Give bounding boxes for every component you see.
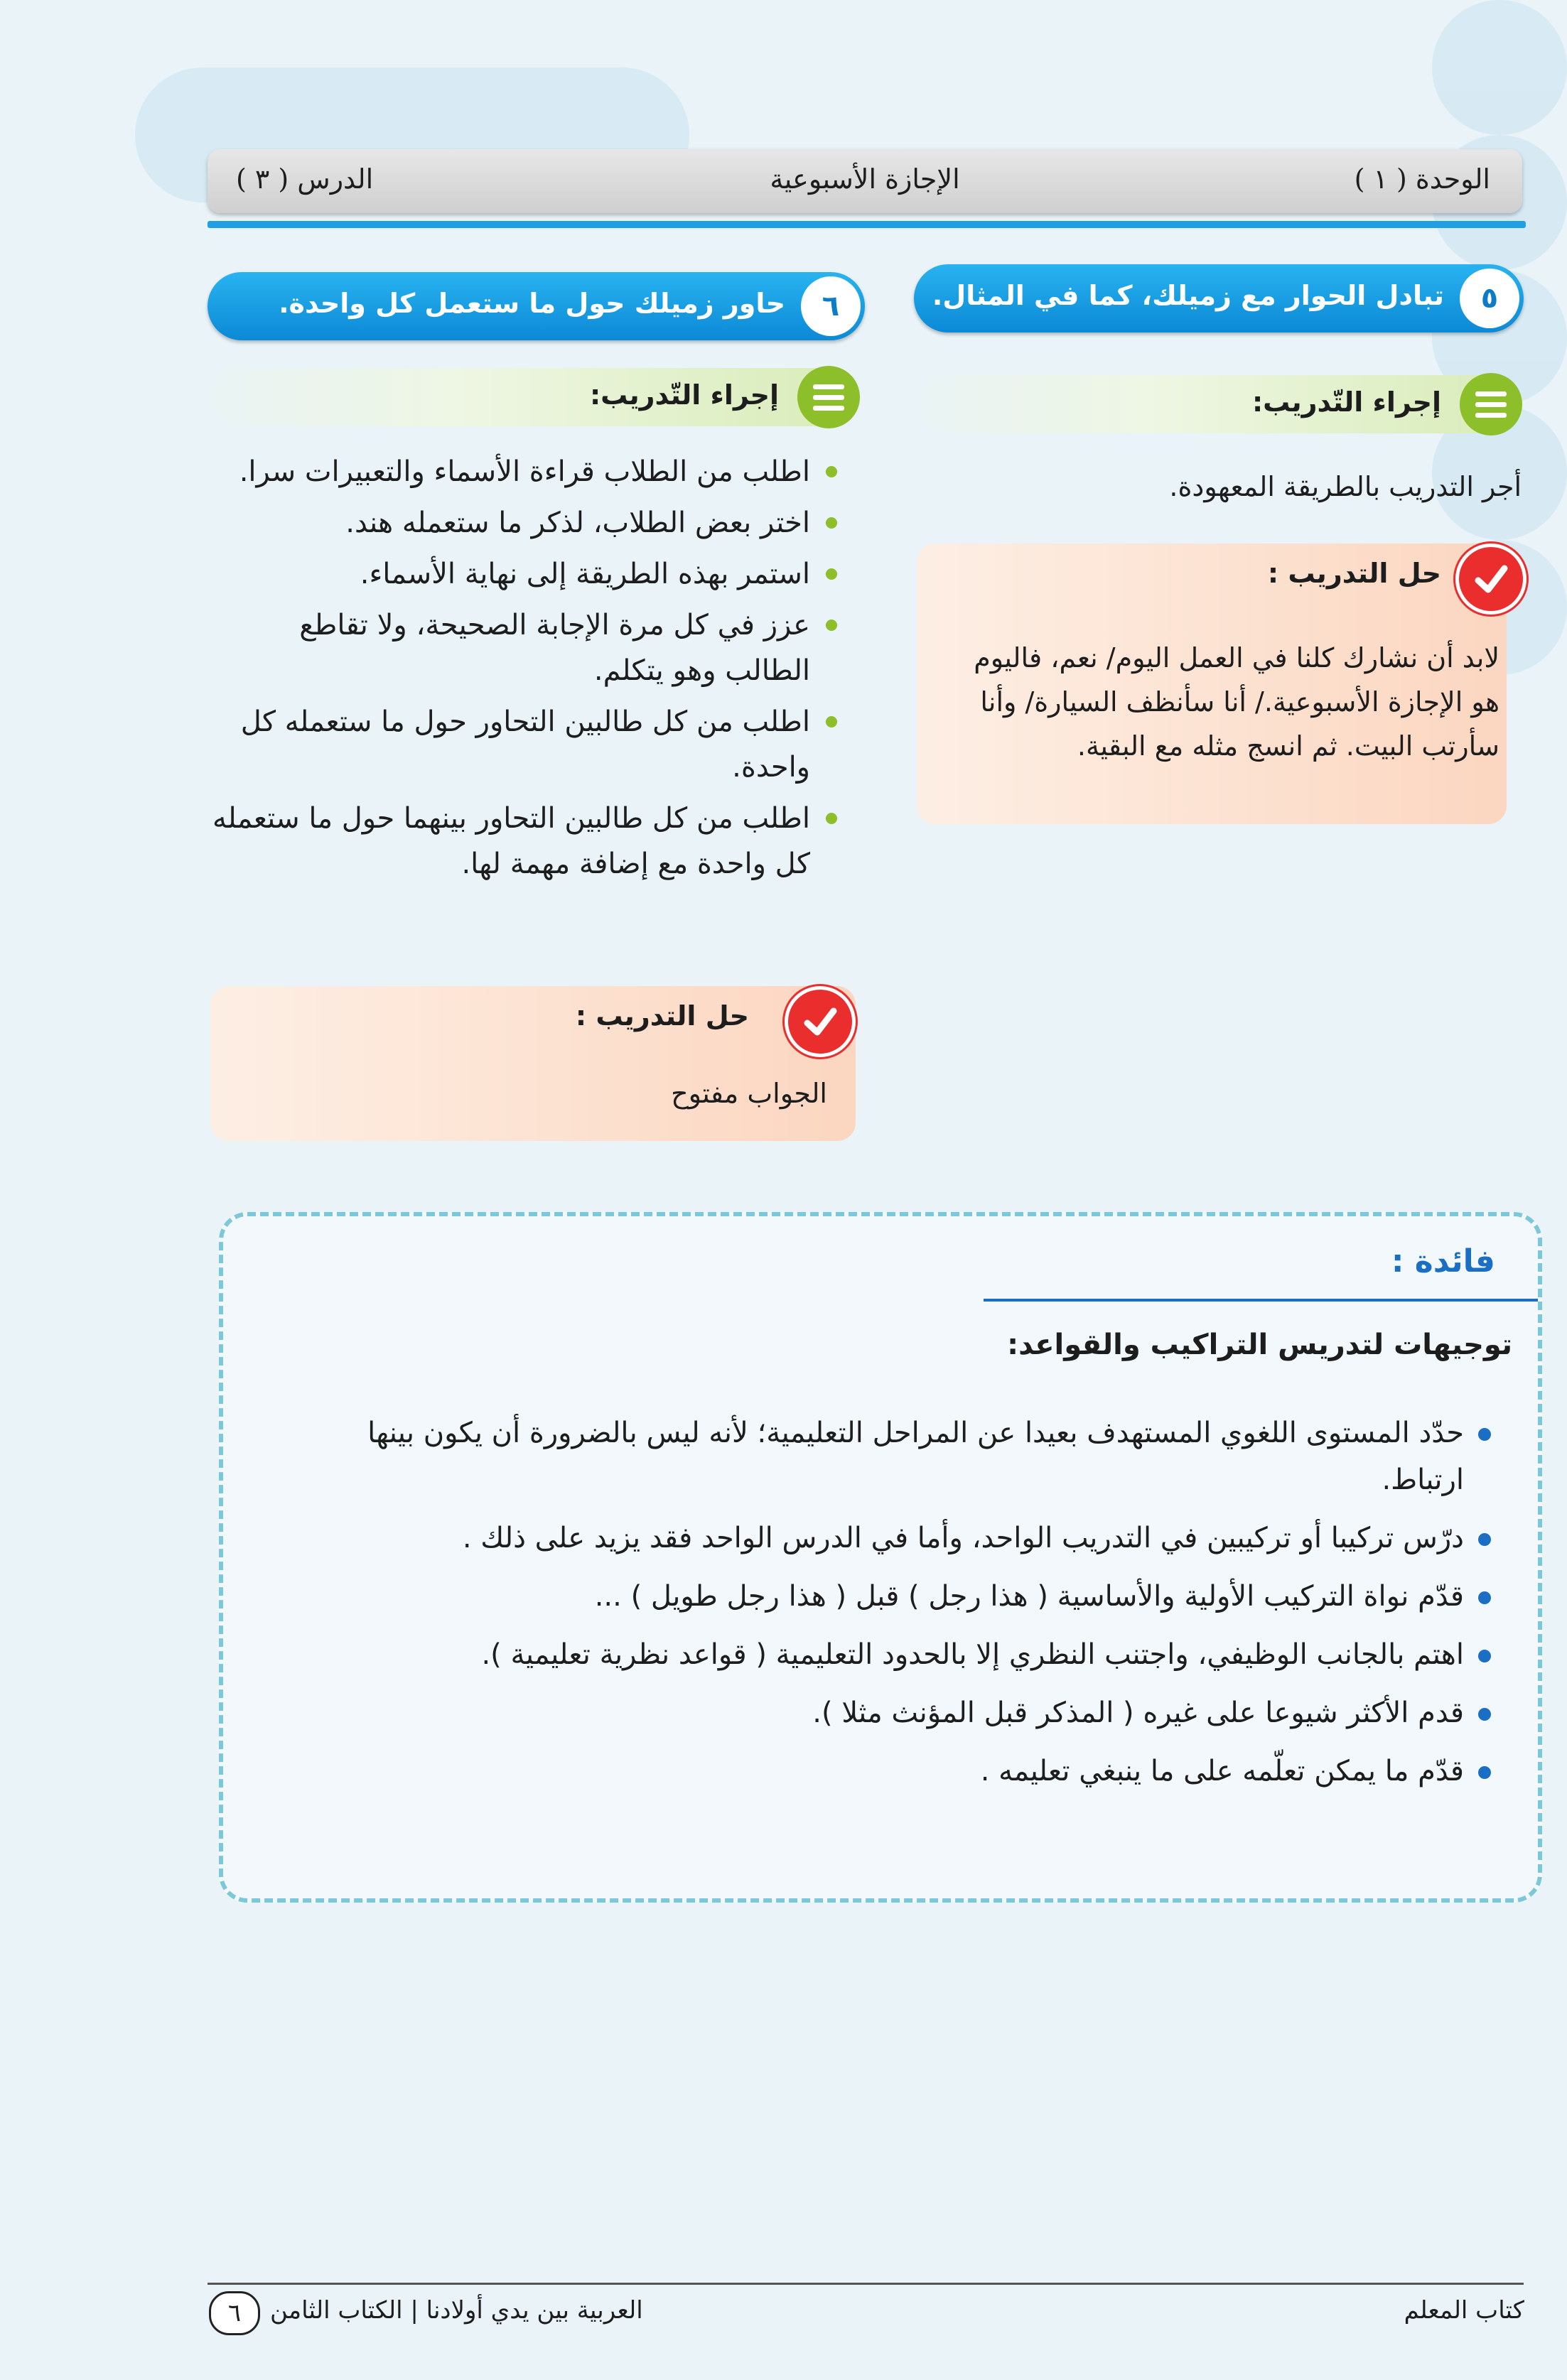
title-underline <box>984 1299 1538 1302</box>
exercise-number: ٥ <box>1460 269 1519 328</box>
list-item: اطلب من كل طالبين التحاور بينهما حول ما ستعمله كل واحدة مع إضافة مهمة لها. <box>210 796 841 887</box>
list-item: اطلب من الطلاب قراءة الأسماء والتعبيرات سرا. <box>210 449 841 494</box>
solution-text: لابد أن نشارك كلنا في العمل اليوم/ نعم، فاليوم هو الإجازة الأسبوعية./ أنا سأنظف السيارة/ وأنا سأرتب البيت. ثم انسج مثله مع البقية. <box>974 642 1499 762</box>
exercise-instruction: حاور زميلك حول ما ستعمل كل واحدة. <box>279 288 785 319</box>
exercise-6-pill <box>208 272 865 340</box>
list-icon <box>797 366 860 428</box>
solution-box <box>917 543 1507 824</box>
checkmark-icon <box>785 986 856 1057</box>
page-number: ٦ <box>209 2291 260 2335</box>
list-item: قدّم نواة التركيب الأولية والأساسية ( هذا رجل ) قبل ( هذا رجل طويل ) ... <box>358 1573 1495 1620</box>
exercise-instruction: تبادل الحوار مع زميلك، كما في المثال. <box>932 280 1444 311</box>
procedure-title: إجراء التّدريب: <box>1251 386 1441 418</box>
footer-book-label: كتاب المعلم <box>1404 2296 1524 2325</box>
exercise-5-pill <box>914 264 1524 332</box>
solution-box <box>210 986 856 1141</box>
lesson-title: الإجازة الأسبوعية <box>770 163 960 195</box>
benefit-box <box>219 1212 1542 1903</box>
list-item: استمر بهذه الطريقة إلى نهاية الأسماء. <box>210 551 841 597</box>
list-item: عزز في كل مرة الإجابة الصحيحة، ولا تقاطع الطالب وهو يتكلم. <box>210 602 841 693</box>
solution-title: حل التدريب : <box>1267 558 1441 589</box>
list-item: قدم الأكثر شيوعا على غيره ( المذكر قبل المؤنث مثلا ). <box>358 1689 1495 1736</box>
solution-title: حل التدريب : <box>575 1000 749 1032</box>
unit-label: الوحدة ( ١ ) <box>1354 163 1490 195</box>
footer-book-title: العربية بين يدي أولادنا | الكتاب الثامن <box>270 2296 643 2325</box>
list-item: اطلب من كل طالبين التحاور حول ما ستعمله كل واحدة. <box>210 699 841 790</box>
header-divider <box>208 221 1526 228</box>
benefit-list <box>358 1410 1495 1806</box>
list-item: حدّد المستوى اللغوي المستهدف بعيدا عن المراحل التعليمية؛ لأنه ليس بالضرورة أن يكون بينها ارتباط. <box>358 1410 1495 1503</box>
procedure-heading <box>210 368 856 426</box>
exercise-number: ٦ <box>801 276 861 336</box>
checkmark-icon <box>1455 543 1526 615</box>
procedure-heading <box>921 375 1518 433</box>
footer-divider <box>208 2283 1524 2285</box>
solution-text: الجواب مفتوح <box>671 1078 827 1109</box>
benefit-title: فائدة : <box>1391 1243 1495 1280</box>
list-item: درّس تركيبا أو تركيبين في التدريب الواحد، وأما في الدرس الواحد فقد يزيد على ذلك . <box>358 1515 1495 1562</box>
list-item: اختر بعض الطلاب، لذكر ما ستعمله هند. <box>210 500 841 546</box>
list-icon <box>1460 373 1522 436</box>
list-item: قدّم ما يمكن تعلّمه على ما ينبغي تعليمه . <box>358 1748 1495 1795</box>
procedure-list <box>210 449 841 892</box>
procedure-text: أجر التدريب بالطريقة المعهودة. <box>1169 471 1522 502</box>
procedure-title: إجراء التّدريب: <box>589 379 779 411</box>
lesson-number: الدرس ( ٣ ) <box>236 163 374 195</box>
lesson-header <box>208 149 1522 213</box>
list-item: اهتم بالجانب الوظيفي، واجتنب النظري إلا بالحدود التعليمية ( قواعد نظرية تعليمية ). <box>358 1631 1495 1678</box>
benefit-subtitle: توجيهات لتدريس التراكيب والقواعد: <box>1007 1329 1512 1361</box>
